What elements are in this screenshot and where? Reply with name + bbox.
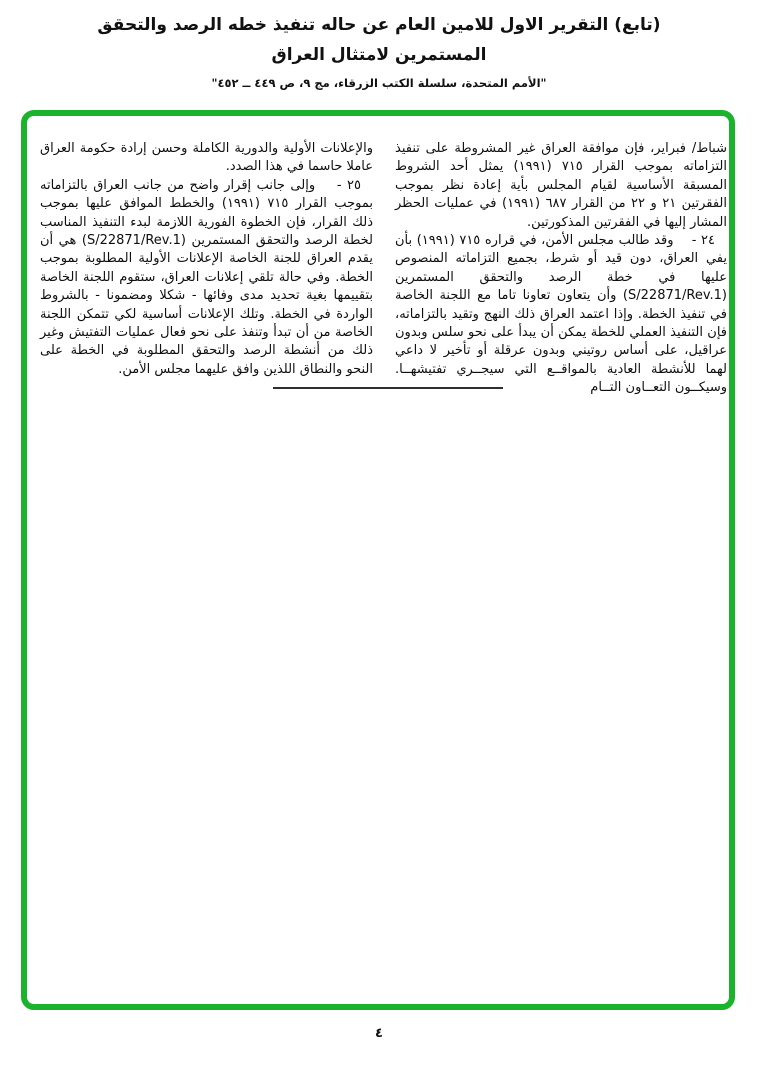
end-of-text-rule	[273, 387, 503, 389]
page-number: ٤	[375, 1026, 383, 1041]
paragraph-continuation-left: والإعلانات الأولية والدورية الكاملة وحسن إرادة حكومة العراق عاملا حاسما في هذا الصدد.	[40, 141, 373, 175]
text-column-left	[40, 140, 373, 379]
paragraph-25: ٢٥ - وإلى جانب إقرار واضح من جانب العراق بالتزاماته بموجب القرار ٧١٥ (١٩٩١) والخطط الموافق عليها بموجب ذلك القرار، فإن الخطوة الفورية اللازمة لبدء التنفيذ المناسب لخطة الرصد والتحقق المستمرين (S/22871/Rev.1) هي أن يقدم العراق للجنة الخاصة الإعلانات الأولية المطلوبة بموجب الخطة. وفي حالة تلقي إعلانات العراق، ستقوم اللجنة الخاصة بتقييمها بغية تحديد مدى وفائها - شكلا ومضمونا - بالشروط الواردة في الخطة. وتلك الإعلانات أساسية لكي تتمكن اللجنة الخاصة من أن تبدأ وتنفذ على نحو فعال عمليات التفتيش وغير ذلك من أنشطة الرصد والتحقق المطلوبة في الخطة على النحو والنطاق اللذين وافق عليهما مجلس الأمن.	[40, 177, 374, 377]
paragraph-continuation-right: شباط/ فبراير، فإن موافقة العراق غير المشروطة على تنفيذ التزاماته بموجب القرار ٧١٥ (١٩٩١) يمثل أحد الشروط المسبقة الأساسية لقيام المجلس بأية إعادة نظر بموجب الفقرتين ٢١ و ٢٢ من القرار ٦٨٧ (١٩٩١) في عمليات الحظر المشار إليها في الفقرتين المذكورتين.	[395, 141, 727, 230]
paragraph-24: ٢٤ - وقد طالب مجلس الأمن، في قراره ٧١٥ (١٩٩١) بأن يفي العراق، دون قيد أو شرط، بجميع التزاماته المنصوص عليها في خطة الرصد والتحقق المستمرين (S/22871/Rev.1) وأن يتعاون تعاونا تاما مع اللجنة الخاصة في تنفيذ الخطة. وإذا اعتمد العراق ذلك النهج وتقيد بالتزاماته، فإن التنفيذ العملي للخطة يمكن أن يبدأ على نحو سلس وبدون عراقيل، على أساس روتيني وبدون عرقلة أو تأخير لا داعي لهما للأنشطة العادية بالمواقــع التي سيجــري تفتيشهــا. وسيكــون التعــاون التــام	[395, 233, 727, 396]
report-title-line2: المستمرين لامتثال العراق	[271, 45, 487, 65]
source-citation: "الأمم المتحدة، سلسلة الكتب الزرقاء، مج ٩، ص ٤٤٩ ــ ٤٥٢"	[211, 76, 547, 90]
text-column-right	[395, 140, 727, 398]
report-title-line1: (تابع) التقرير الاول للامين العام عن حاله تنفيذ خطه الرصد والتحقق	[97, 15, 661, 35]
document-header	[0, 15, 758, 90]
